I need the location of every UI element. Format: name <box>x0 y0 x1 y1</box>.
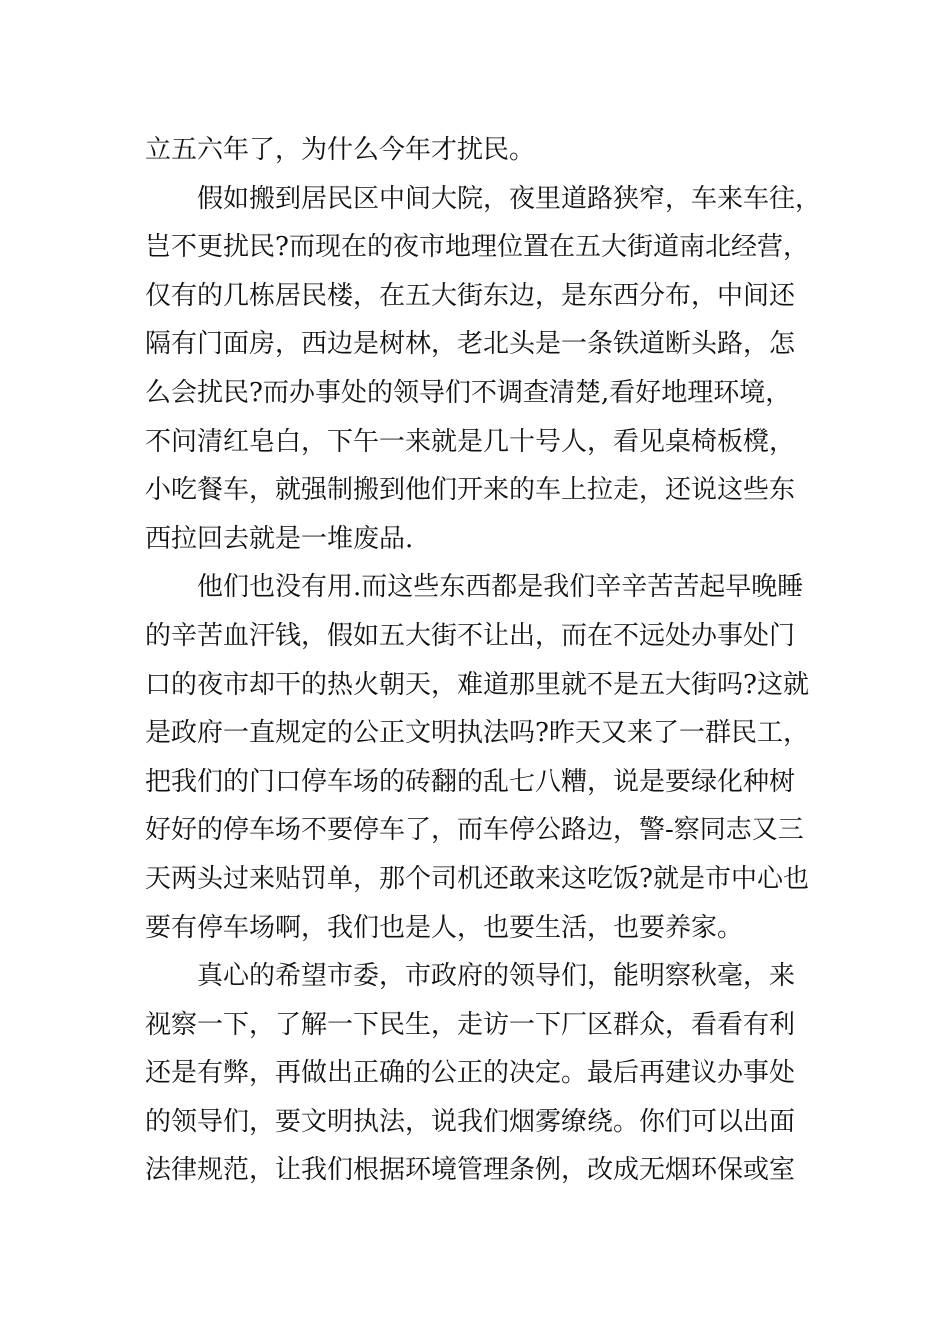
text-line: 把我们的门口停车场的砖翻的乱七八糟，说是要绿化种树 <box>145 766 796 797</box>
text-line: 视察一下，了解一下民生，走访一下厂区群众，看看有利 <box>145 1009 796 1040</box>
text-line: 真心的希望市委，市政府的领导们，能明察秋毫，来 <box>145 961 796 992</box>
text-line: 他们也没有用.而这些东西都是我们辛辛苦苦起早晚睡 <box>145 572 804 603</box>
text-line: 天两头过来贴罚单，那个司机还敢来这吃饭?就是市中心也 <box>145 863 809 894</box>
text-line: 法律规范，让我们根据环境管理条例，改成无烟环保或室 <box>145 1155 796 1186</box>
text-line: 假如搬到居民区中间大院，夜里道路狭窄，车来车往， <box>145 183 822 214</box>
body-text <box>145 126 845 1195</box>
text-line: 还是有弊，再做出正确的公正的决定。最后再建议办事处 <box>145 1058 796 1089</box>
text-line: 不问清红皂白，下午一来就是几十号人，看见桌椅板櫈， <box>145 426 796 457</box>
text-line: 岂不更扰民?而现在的夜市地理位置在五大街道南北经营， <box>145 232 809 263</box>
text-line: 立五六年了，为什么今年才扰民。 <box>145 135 536 165</box>
text-line: 西拉回去就是一堆废品. <box>145 523 414 554</box>
text-line: 的辛苦血汗钱，假如五大街不让出，而在不远处办事处门 <box>145 620 796 651</box>
text-line: 仅有的几栋居民楼，在五大街东边，是东西分布，中间还 <box>145 280 796 311</box>
text-line: 好好的停车场不要停车了，而车停公路边，警-察同志又三 <box>145 815 804 846</box>
text-line: 么会扰民?而办事处的领导们不调查清楚,看好地理环境， <box>145 377 792 408</box>
text-line: 要有停车场啊，我们也是人，也要生活，也要养家。 <box>145 912 744 943</box>
text-line: 的领导们，要文明执法，说我们烟雾缭绕。你们可以出面 <box>145 1106 796 1137</box>
text-line: 小吃餐车，就强制搬到他们开来的车上拉走，还说这些东 <box>145 475 796 506</box>
text-line: 隔有门面房，西边是树林，老北头是一条铁道断头路，怎 <box>145 329 796 360</box>
text-line: 是政府一直规定的公正文明执法吗?昨天又来了一群民工， <box>145 718 809 749</box>
text-line: 口的夜市却干的热火朝天，难道那里就不是五大街吗?这就 <box>145 669 809 700</box>
